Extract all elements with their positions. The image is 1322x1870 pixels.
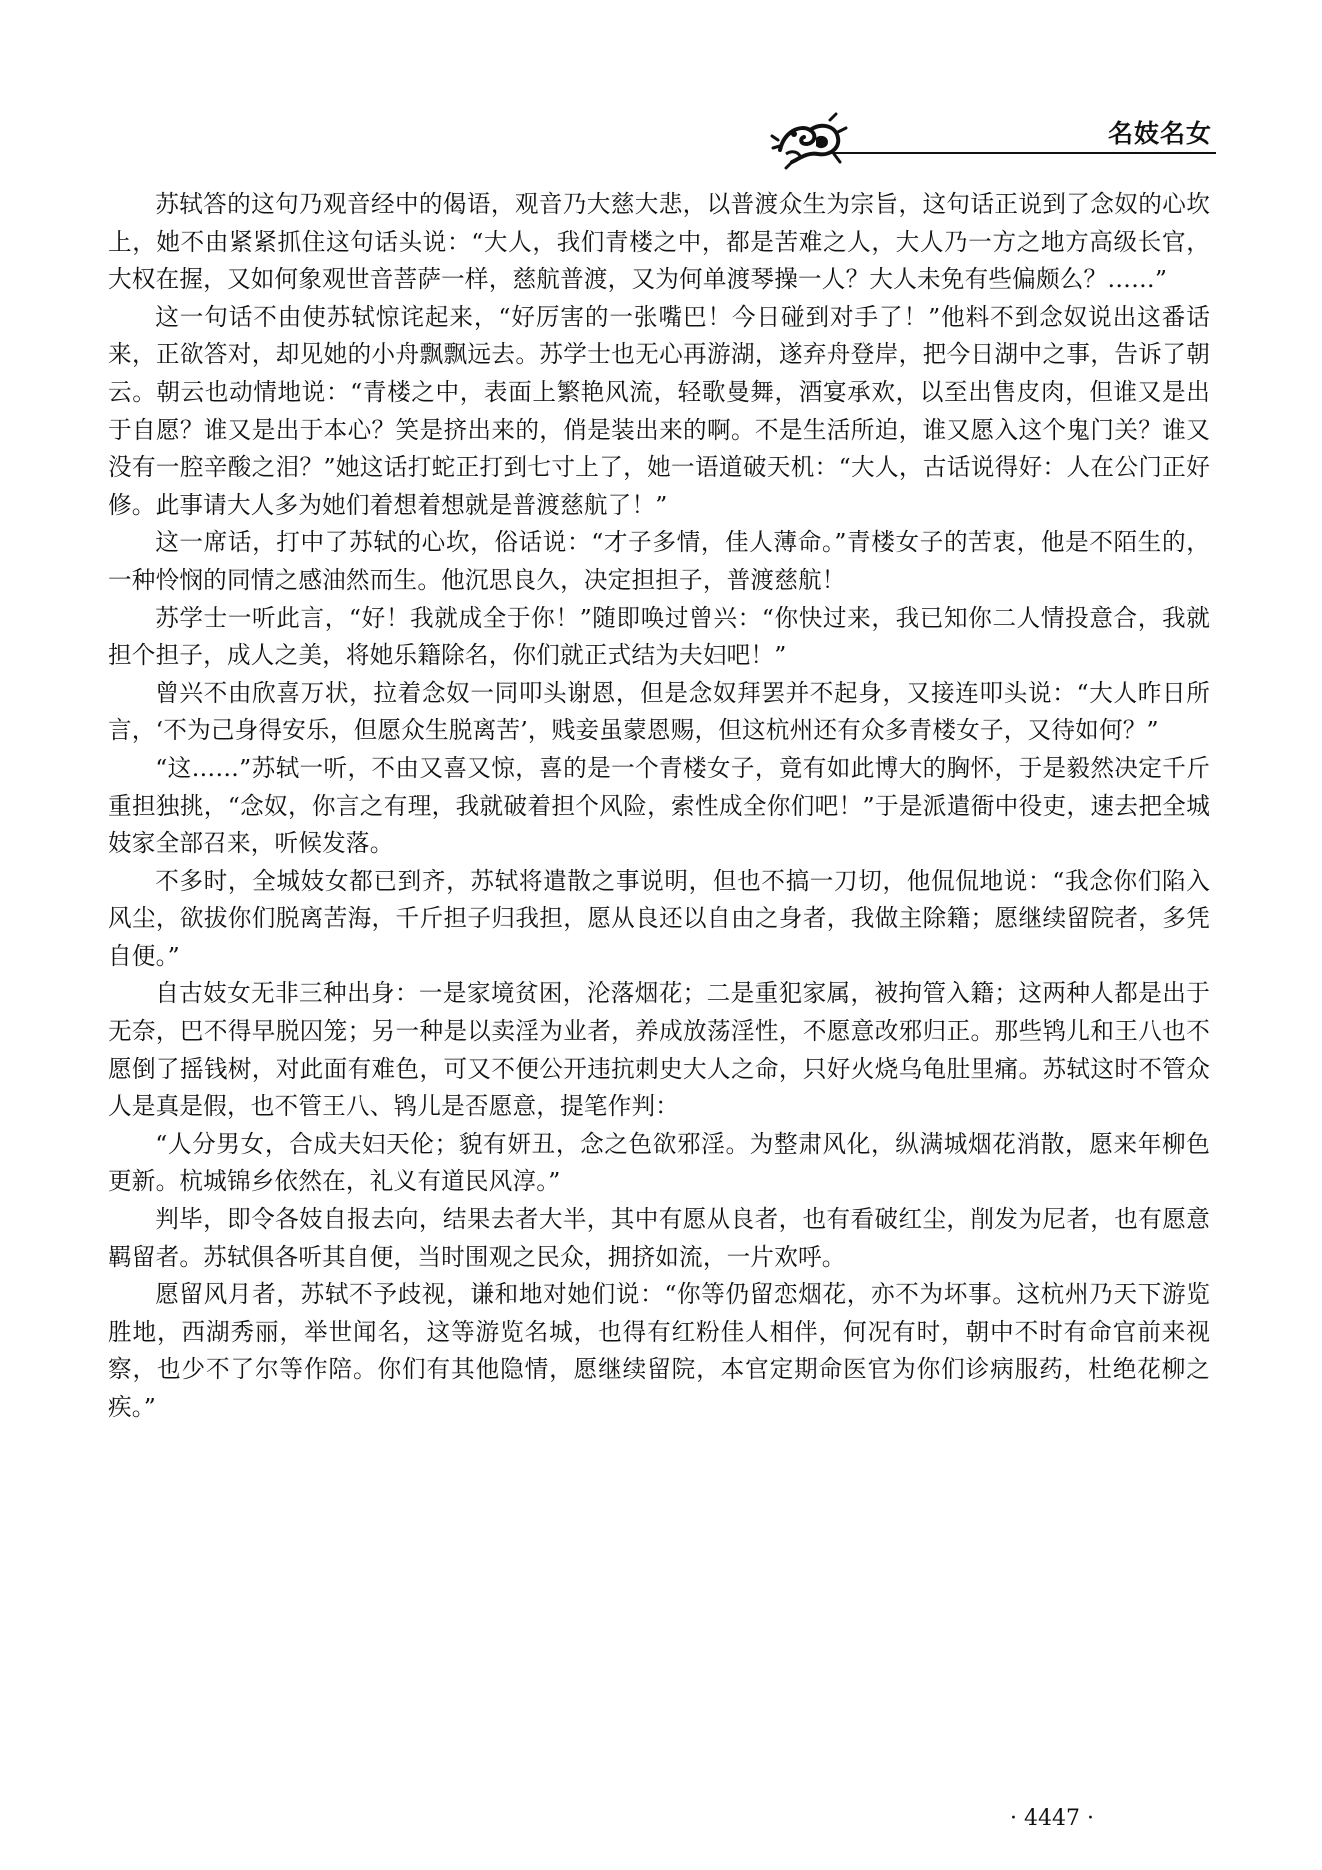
paragraph: 苏学士一听此言，“好！我就成全于你！”随即唤过曾兴：“你快过来，我已知你二人情投意合，我就担个担子，成人之美，将她乐籍除名，你们就正式结为夫妇吧！” [108,603,1210,670]
paragraph: 这一句话不由使苏轼惊诧起来，“好厉害的一张嘴巴！今日碰到对手了！”他料不到念奴说出这番话来，正欲答对，却见她的小舟飘飘远去。苏学士也无心再游湖，遂弃舟登岸，把今日湖中之事，告诉了朝云。朝云也动情地说：“青楼之中，表面上繁艳风流，轻歌曼舞，酒宴承欢，以至出售皮肉，但谁又是出于自愿？谁又是出于本心？笑是挤出来的，俏是装出来的啊。不是生活所迫，谁又愿入这个鬼门关？谁又没有一腔辛酸之泪？”她这话打蛇正打到七寸上了，她一语道破天机：“大人，古话说得好：人在公门正好修。此事请大人多为她们着想着想就是普渡慈航了！” [108,302,1210,519]
page-number: · 4447 · [1010,1806,1094,1831]
running-header [770,92,1216,172]
paragraph: 判毕，即令各妓自报去向，结果去者大半，其中有愿从良者，也有看破红尘，削发为尼者，也有愿意羁留者。苏轼俱各听其自便，当时围观之民众，拥挤如流，一片欢呼。 [108,1205,1210,1271]
paragraph: 不多时，全城妓女都已到齐，苏轼将遣散之事说明，但也不搞一刀切，他侃侃地说：“我念你们陷入风尘，欲拔你们脱离苦海，千斤担子归我担，愿从良还以自由之身者，我做主除籍；愿继续留院者，多凭自便。” [108,866,1210,970]
paragraph: “人分男女，合成夫妇天伦；貌有妍丑，念之色欲邪淫。为整肃风化，纵满城烟花消散，愿来年柳色更新。杭城锦乡依然在，礼义有道民风淳。” [108,1129,1210,1196]
section-title: 名妓名女 [1107,119,1212,148]
paragraph: “这……”苏轼一听，不由又喜又惊，喜的是一个青楼女子，竟有如此博大的胸怀，于是毅然决定千斤重担独挑，“念奴，你言之有理，我就破着担个风险，索性成全你们吧！”于是派遣衙中役吏，速去把全城妓家全部召来，听候发落。 [108,753,1210,858]
paragraph: 自古妓女无非三种出身：一是家境贫困，沦落烟花；二是重犯家属，被拘管入籍；这两种人都是出于无奈，巴不得早脱囚笼；另一种是以卖淫为业者，养成放荡淫性，不愿意改邪归正。那些鸨儿和王八也不愿倒了摇钱树，对此面有难色，可又不便公开违抗刺史大人之命，只好火烧乌龟肚里痛。苏轼这时不管众人是真是假，也不管王八、鸨儿是否愿意，提笔作判： [108,979,1210,1121]
dragon-emblem-icon [770,110,860,170]
paragraph: 苏轼答的这句乃观音经中的偈语，观音乃大慈大悲，以普渡众生为宗旨，这句话正说到了念奴的心坎上，她不由紧紧抓住这句话头说：“大人，我们青楼之中，都是苦难之人，大人乃一方之地方高级长官，大权在握，又如何象观世音菩萨一样，慈航普渡，又为何单渡琴操一人？大人未免有些偏颇么？……” [108,190,1210,294]
body-text [108,186,1210,1427]
paragraph: 愿留风月者，苏轼不予歧视，谦和地对她们说：“你等仍留恋烟花，亦不为坏事。这杭州乃天下游览胜地，西湖秀丽，举世闻名，这等游览名城，也得有红粉佳人相伴，何况有时，朝中不时有命官前来视察，也少不了尔等作陪。你们有其他隐情，愿继续留院，本官定期命医官为你们诊病服药，杜绝花柳之疾。” [108,1280,1210,1421]
paragraph: 曾兴不由欣喜万状，拉着念奴一同叩头谢恩，但是念奴拜罢并不起身，又接连叩头说：“大人昨日所言，‘不为己身得安乐，但愿众生脱离苦’，贱妾虽蒙恩赐，但这杭州还有众多青楼女子，又待如何？” [108,678,1210,745]
paragraph: 这一席话，打中了苏轼的心坎，俗话说：“才子多情，佳人薄命。”青楼女子的苦衷，他是不陌生的，一种怜悯的同情之感油然而生。他沉思良久，决定担担子，普渡慈航！ [108,528,1210,594]
header-rule [828,152,1216,154]
